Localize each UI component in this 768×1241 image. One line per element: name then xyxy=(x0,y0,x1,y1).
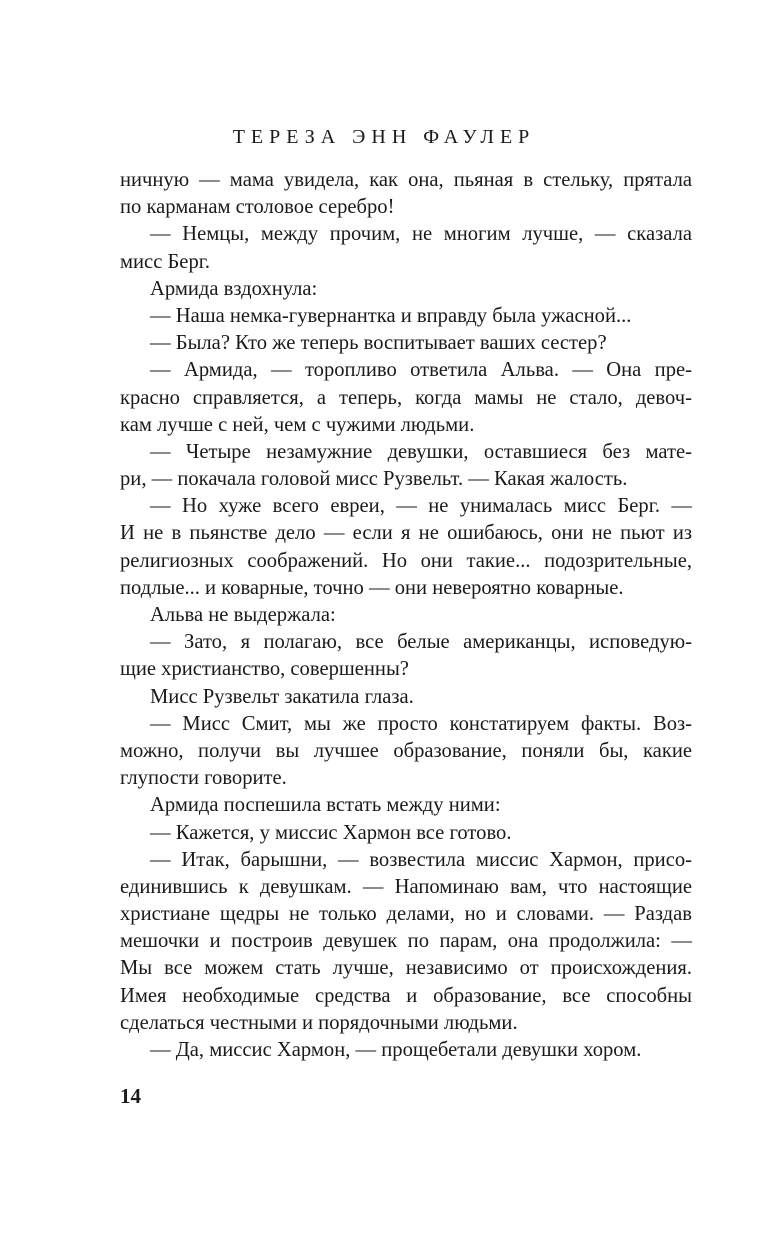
text-line: — Да, миссис Хармон, — прощебетали девушки хором. xyxy=(150,1039,642,1061)
text-line: Имея необходимые средства и образование, все способны xyxy=(120,984,692,1007)
text-line: можно, получи вы лучшее образование, поняли бы, какие xyxy=(120,739,692,762)
text-line: единившись к девушкам. — Напоминаю вам, что настоящие xyxy=(120,875,692,898)
body-text xyxy=(120,167,692,1064)
text-line: — Армида, — торопливо ответила Альва. — Она пре- xyxy=(150,359,692,382)
text-line: — Кажется, у миссис Хармон все готово. xyxy=(150,821,512,844)
text-line: сделаться честными и порядочными людьми. xyxy=(120,1011,518,1034)
text-line: Мы все можем стать лучше, независимо от происхождения. xyxy=(120,957,692,980)
text-line: Армида поспешила встать между ними: xyxy=(150,794,501,817)
text-line: кам лучше с ней, чем с чужими людьми. xyxy=(120,413,475,436)
page-number: 14 xyxy=(120,1084,141,1108)
text-line: — Была? Кто же теперь воспитывает ваших сестер? xyxy=(150,332,607,355)
text-line: Армида вздохнула: xyxy=(150,277,318,300)
text-line: христиане щедры не только делами, но и словами. — Раздав xyxy=(120,903,692,926)
text-line: мисс Берг. xyxy=(120,250,211,273)
text-line: глупости говорите. xyxy=(120,767,287,790)
text-line: подлые... и коварные, точно — они невероятно коварные. xyxy=(120,576,624,599)
text-line: — Наша немка-гувернантка и вправду была ужасной... xyxy=(150,304,632,327)
text-line: Мисс Рузвельт закатила глаза. xyxy=(150,685,414,708)
text-line: — Четыре незамужние девушки, оставшиеся без мате- xyxy=(150,440,692,463)
running-header-author: ТЕРЕЗА ЭНН ФАУЛЕР xyxy=(232,126,536,148)
text-line: по карманам столовое серебро! xyxy=(120,196,395,219)
text-line: религиозных соображений. Но они такие... подозрительные, xyxy=(120,549,692,572)
text-line: ничную — мама увидела, как она, пьяная в стельку, прятала xyxy=(120,169,692,191)
text-line: щие христианство, совершенны? xyxy=(120,658,409,681)
text-line: — Мисс Смит, мы же просто констатируем факты. Воз- xyxy=(150,712,692,735)
text-line: — Но хуже всего евреи, — не унималась мисс Берг. — xyxy=(150,495,692,518)
text-line: красно справляется, а теперь, когда мамы не стало, девоч- xyxy=(120,386,692,409)
text-line: — Итак, барышни, — возвестила миссис Хармон, присо- xyxy=(150,848,692,871)
text-line: — Немцы, между прочим, не многим лучше, — сказала xyxy=(150,223,692,246)
text-line: — Зато, я полагаю, все белые американцы, исповедую- xyxy=(150,631,692,654)
text-line: Альва не выдержала: xyxy=(150,604,336,626)
text-line: ри, — покачала головой мисс Рузвельт. — Какая жалость. xyxy=(120,468,628,491)
text-line: И не в пьянстве дело — если я не ошибаюсь, они не пьют из xyxy=(120,522,692,545)
text-line: мешочки и построив девушек по парам, она продолжила: — xyxy=(120,930,692,953)
